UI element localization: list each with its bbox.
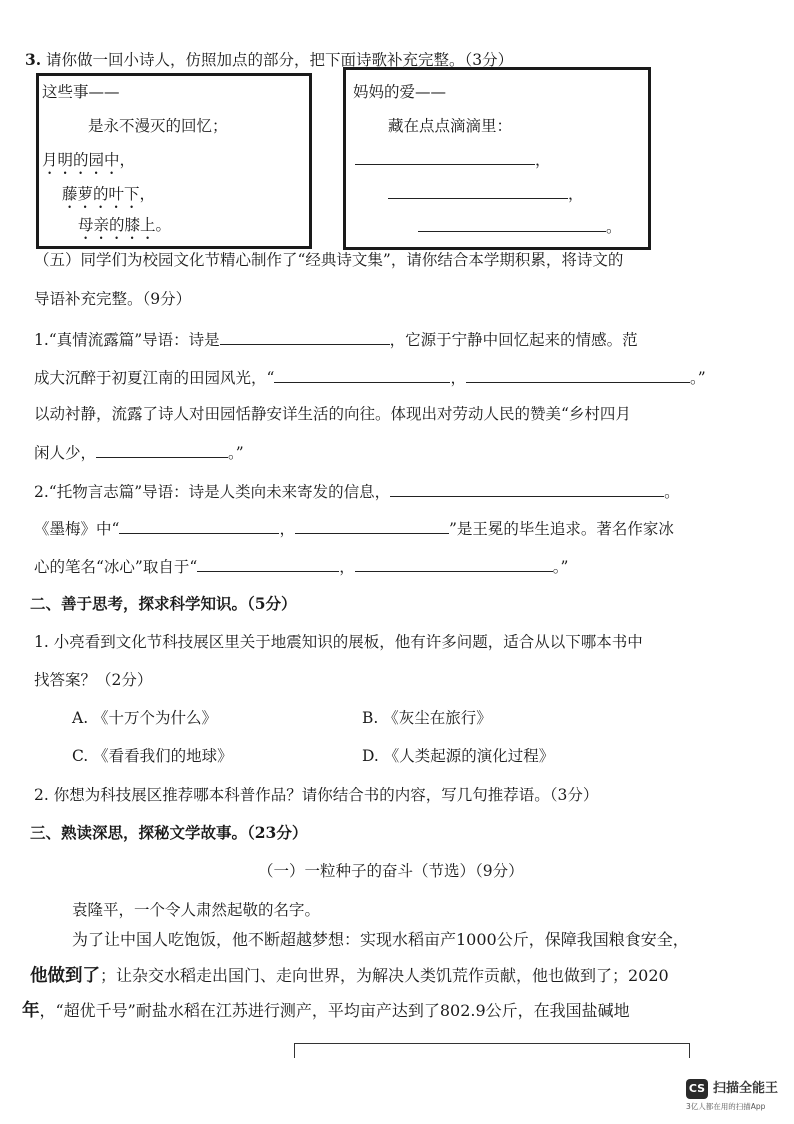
brand-tagline: 3亿人都在用的扫描App [686,1102,766,1111]
poem-answer-line1[interactable]: ， [355,148,551,170]
part3-heading: 三、熟读深思，探秘文学故事。（23分） [30,823,308,842]
option-b[interactable]: B. 《灰尘在旅行》 [362,709,492,727]
right-poem-line1: 妈妈的爱—— [353,83,447,101]
q3-number: 3. [25,50,42,69]
q3-title: 请你做一回小诗人，仿照加点的部分，把下面诗歌补充完整。（3分） [46,51,514,69]
poem-answer-line3[interactable]: 。 [418,215,622,237]
cropped-table-edge [294,1043,690,1058]
s5-q2-line2: 《墨梅》中“ ， ”是王冕的毕生追求。著名作家冰 [34,517,674,539]
s5-q1-line3: 以动衬静，流露了诗人对田园恬静安详生活的向往。体现出对劳动人民的赞美“乡村四月 [34,405,631,423]
passage-para1: 袁隆平，一个令人肃然起敬的名字。 [72,901,321,919]
passage-title: （一）一粒种子的奋斗（节选）（9分） [258,862,524,880]
brand-name: 扫描全能王 [713,1081,779,1096]
part2-heading: 二、善于思考，探求科学知识。（5分） [30,594,297,613]
left-poem-line4: 藤萝的叶下， [62,185,156,203]
left-poem-line1: 这些事—— [42,83,120,101]
blank-bingxin-2[interactable] [355,555,553,572]
blank-poetry-definition[interactable] [220,328,390,345]
s5-q1-line2: 成大沉醉于初夏江南的田园风光，“ ， 。” [34,366,706,388]
option-d[interactable]: D. 《人类起源的演化过程》 [362,747,555,765]
option-c[interactable]: C. 《看看我们的地球》 [72,747,233,765]
left-poem-line2: 是永不漫灭的回忆； [88,117,228,135]
s5-q1-line4: 闲人少， 。” [34,441,244,463]
camscanner-logo-icon: CS [686,1079,708,1099]
section5-intro-line2: 导语补充完整。（9分） [34,290,192,308]
blank-bingxin-1[interactable] [197,555,339,572]
blank-momei-1[interactable] [119,517,279,534]
s5-q2-line1: 2.“托物言志篇”导语：诗是人类向未来寄发的信息， 。 [34,480,680,502]
s5-q2-line3: 心的笔名“冰心”取自于“ ， 。” [34,555,568,577]
section5-intro-line1: （五）同学们为校园文化节精心制作了“经典诗文集”，请你结合本学期积累，将诗文的 [34,251,624,269]
passage-para2-line2: 他做到了；让杂交水稻走出国门、走向世界，为解决人类饥荒作贡献，他也做到了；2020 [30,966,669,986]
poem-answer-line2[interactable]: ， [388,182,584,204]
part2-q1-line2: 找答案？（2分） [34,671,153,689]
left-poem-line3: 月明的园中， [42,151,136,169]
blank-fancd-1[interactable] [274,366,450,383]
blank-momei-2[interactable] [295,517,449,534]
part2-q1-line1: 1. 小亮看到文化节科技展区里关于地震知识的展板，他有许多问题，适合从以下哪本书中 [34,633,643,651]
blank-xiangcun[interactable] [96,441,228,458]
passage-para2-line1: 为了让中国人吃饱饭，他不断超越梦想：实现水稻亩产1000公斤，保障我国粮食安全， [72,930,689,949]
left-poem-line5: 母亲的膝上。 [78,216,172,234]
blank-fancd-2[interactable] [466,366,690,383]
right-poem-line2: 藏在点点滴滴里： [388,117,513,135]
part2-q2: 2. 你想为科技展区推荐哪本科普作品？请你结合书的内容，写几句推荐语。（3分） [34,786,599,804]
passage-para2-line3: 年，“超优千号”耐盐水稻在江苏进行测产，平均亩产达到了802.9公斤，在我国盐碱地 [22,1001,630,1021]
s5-q1-line1: 1.“真情流露篇”导语：诗是 ，它源于宁静中回忆起来的情感。范 [34,328,638,350]
blank-poetry-message[interactable] [390,480,664,497]
option-a[interactable]: A. 《十万个为什么》 [72,709,218,727]
